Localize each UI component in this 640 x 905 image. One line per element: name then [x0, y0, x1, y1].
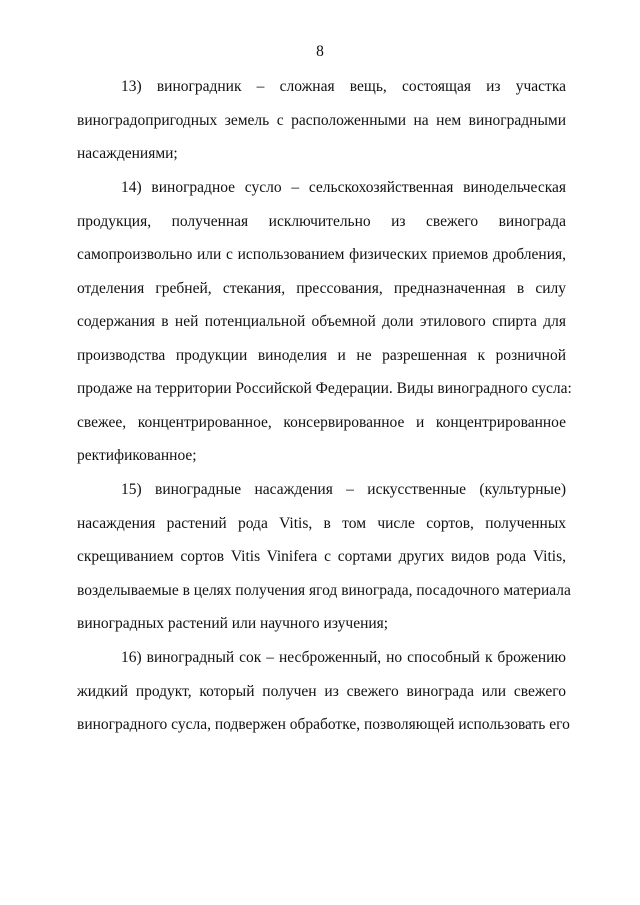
text-line: насаждениями;	[77, 145, 178, 162]
text-line: 13) виноградник – сложная вещь, состоящая из участка	[121, 78, 566, 95]
paragraph-13	[77, 77, 566, 164]
text-line: виноградопригодных земель с расположенными на нем виноградными	[77, 111, 566, 129]
paragraph-16	[77, 648, 570, 735]
text-line: 15) виноградные насаждения – искусственные (культурные)	[121, 481, 566, 498]
text-line: возделываемые в целях получения ягод винограда, посадочного материала	[77, 581, 571, 599]
paragraph-14	[77, 178, 572, 466]
text-line: насаждения растений рода Vitis, в том числе сортов, полученных	[77, 514, 566, 532]
text-line: самопроизвольно или с использованием физических приемов дробления,	[77, 246, 566, 263]
text-line: виноградного сусла, подвержен обработке, позволяющей использовать его	[77, 716, 570, 733]
text-line: производства продукции виноделия и не разрешенная к розничной	[77, 346, 566, 364]
text-line: содержания в ней потенциальной объемной доли этилового спирта для	[77, 313, 566, 330]
text-line: ректификованное;	[77, 447, 197, 464]
document-body	[77, 77, 572, 749]
paragraph-15	[77, 480, 571, 634]
text-line: свежее, концентрированное, консервированное и концентрированное	[77, 413, 566, 431]
text-line: 16) виноградный сок – несброженный, но способный к брожению	[121, 649, 566, 666]
text-line: 14) виноградное сусло – сельскохозяйственная винодельческая	[121, 179, 566, 196]
text-line: скрещиванием сортов Vitis Vinifera с сортами других видов рода Vitis,	[77, 548, 566, 565]
page-number: 8	[316, 43, 324, 60]
text-line: жидкий продукт, который получен из свежего винограда или свежего	[77, 682, 566, 700]
text-line: отделения гребней, стекания, прессования, предназначенная в силу	[77, 279, 566, 297]
text-line: продукция, полученная исключительно из свежего винограда	[77, 212, 566, 230]
text-line: продаже на территории Российской Федерации. Виды виноградного сусла:	[77, 380, 572, 397]
text-line: виноградных растений или научного изучения;	[77, 615, 389, 632]
